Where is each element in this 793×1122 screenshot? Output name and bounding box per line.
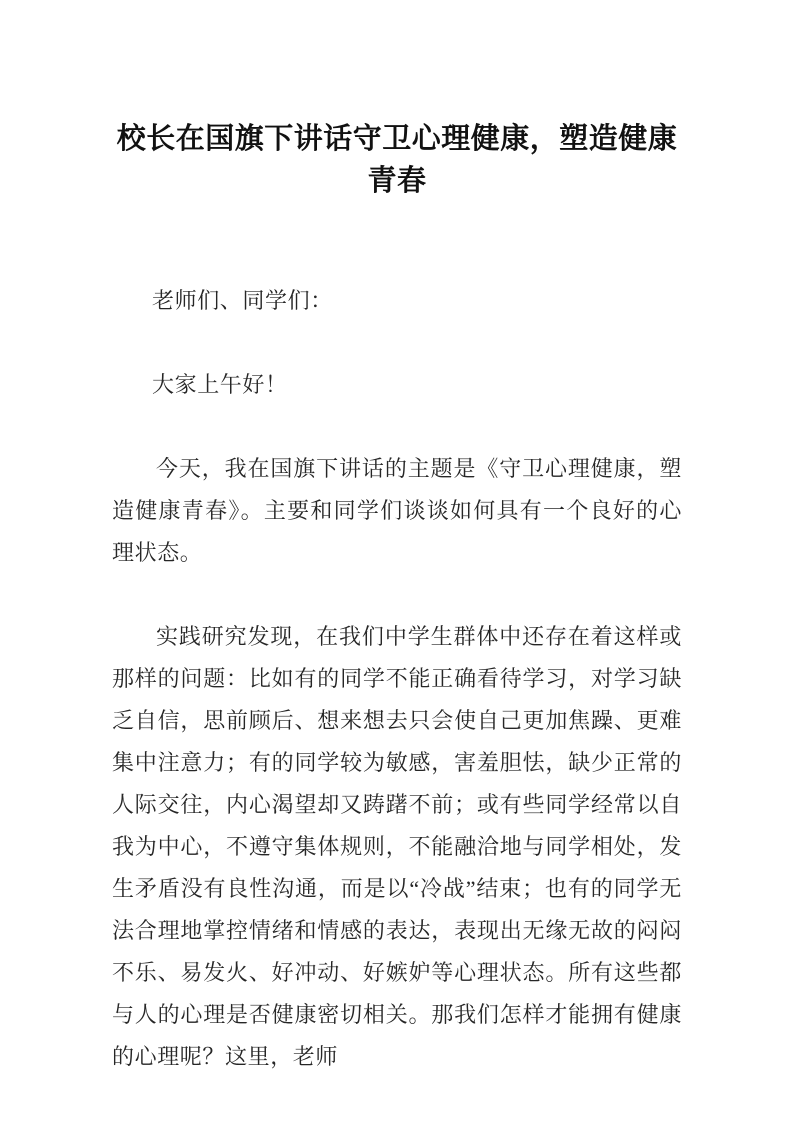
title-spacer xyxy=(112,202,682,280)
page-title: 校长在国旗下讲话守卫心理健康，塑造健康青春 xyxy=(116,123,678,197)
paragraph-salutation: 老师们、同学们： xyxy=(152,288,333,313)
paragraph-intro: 今天，我在国旗下讲话的主题是《守卫心理健康，塑造健康青春》。主要和同学们谈谈如何具有一个良好的心理状态。 xyxy=(112,456,682,565)
document-body xyxy=(112,112,682,1078)
paragraph-greeting: 大家上午好！ xyxy=(152,372,288,397)
paragraph-problems: 实践研究发现，在我们中学生群体中还存在着这样或那样的问题：比如有的同学不能正确看待学习，对学习缺乏自信，思前顾后、想来想去只会使自己更加焦躁、更难集中注意力；有的同学较为敏感，害羞胆怯，缺少正常的人际交往，内心渴望却又踌躇不前；或有些同学经常以自我为中心，不遵守集体规则，不能融洽地与同学相处，发生矛盾没有良性沟通，而是以“冷战”结束；也有的同学无法合理地掌控情绪和情感的表达，表现出无缘无故的闷闷不乐、易发火、好冲动、好嫉妒等心理状态。所有这些都与人的心理是否健康密切相关。那我们怎样才能拥有健康的心理呢？这里，老师 xyxy=(112,624,682,1069)
